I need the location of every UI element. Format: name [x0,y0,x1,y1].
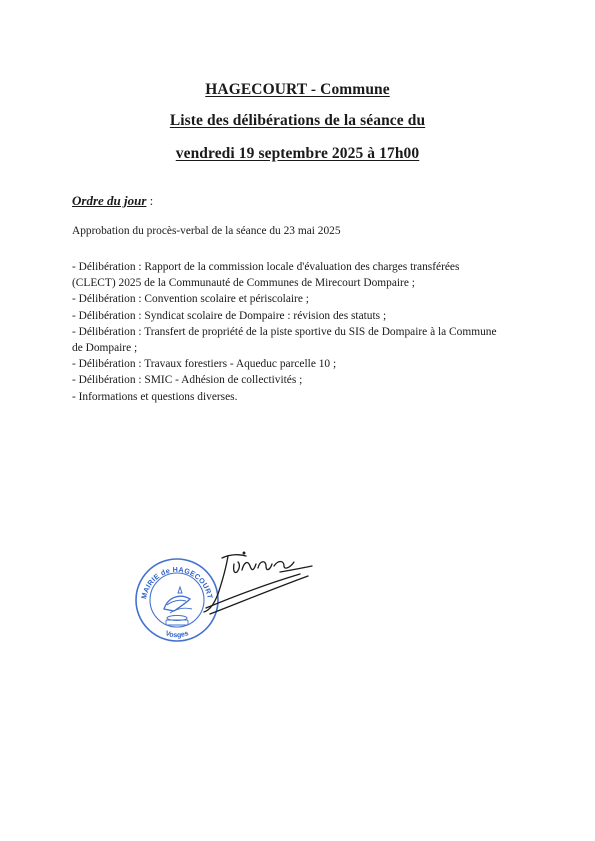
agenda-line: de Dompaire ; [72,341,138,354]
document-title: Liste des délibérations de la séance du [169,112,426,129]
stamp-text-top: MAIRIE de HAGECOURT [139,564,215,600]
agenda-heading-suffix: : [146,193,154,208]
stamp-text-bottom: Vosges [164,630,190,640]
agenda-heading-label: Ordre du jour [72,193,147,208]
agenda-line: - Délibération : Travaux forestiers - Aqueduc parcelle 10 ; [72,358,337,371]
commune-title: HAGECOURT - Commune [205,81,390,98]
agenda-list [72,259,532,405]
approval-item: Approbation du procès-verbal de la séance du 23 mai 2025 [72,225,341,237]
agenda-line: (CLECT) 2025 de la Communauté de Communes de Mirecourt Dompaire ; [72,277,415,290]
agenda-line: - Délibération : Transfert de propriété de la piste sportive du SIS de Dompaire à la Commune [72,325,497,338]
agenda-line: - Délibération : Rapport de la commission locale d'évaluation des charges transférées [72,261,460,273]
signature [200,548,315,620]
agenda-heading [72,193,153,208]
agenda-line: - Délibération : SMIC - Adhésion de collectivités ; [72,374,303,387]
agenda-line: - Informations et questions diverses. [72,390,238,403]
session-date: vendredi 19 septembre 2025 à 17h00 [175,145,420,162]
agenda-line: - Délibération : Convention scolaire et périscolaire ; [72,293,309,306]
agenda-line: - Délibération : Syndicat scolaire de Dompaire : révision des statuts ; [72,309,387,322]
